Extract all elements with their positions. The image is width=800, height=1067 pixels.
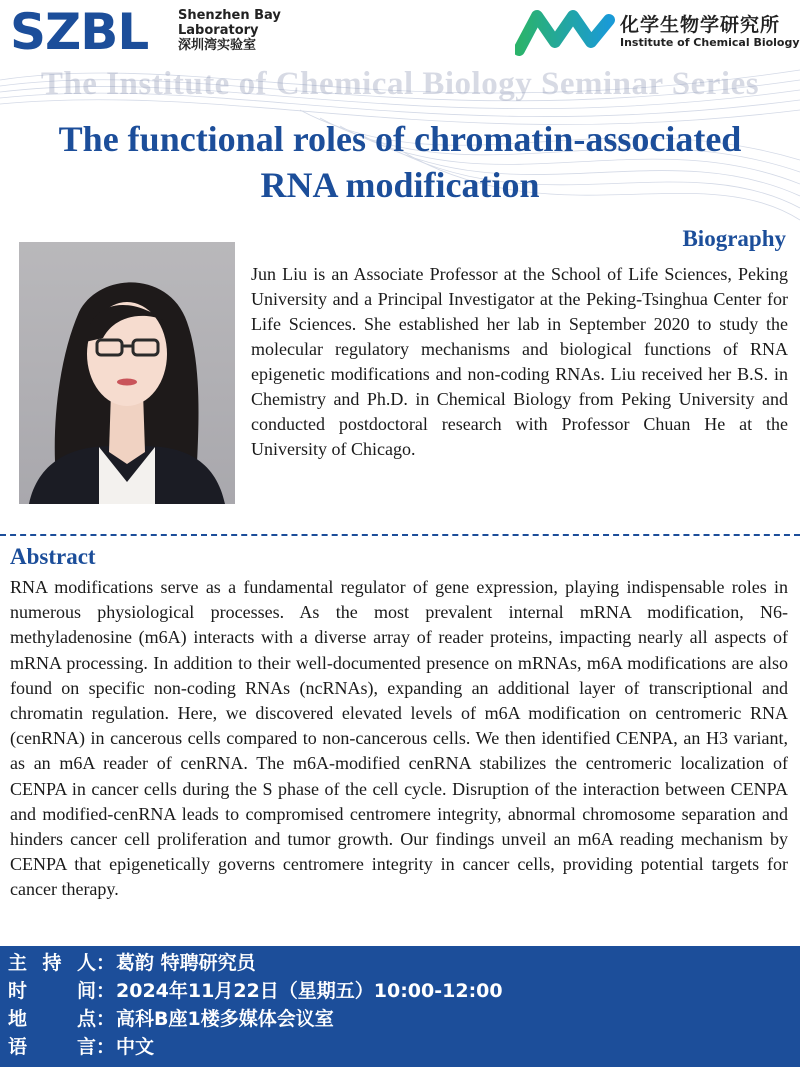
info-value: 葛韵 特聘研究员: [116, 952, 256, 974]
series-watermark: The Institute of Chemical Biology Seminar Series: [40, 66, 760, 102]
talk-title: [0, 116, 800, 208]
institute-logo-icon: [515, 6, 615, 60]
biography-text: Jun Liu is an Associate Professor at the School of Life Sciences, Peking University and a Principal Investigator at the Peking-Tsinghua Center for Life Sciences. She established her lab in September 2020 to study the molecular regulatory mechanisms and biological functions of RNA epigenetic modifications and non-coding RNAs. Liu received her B.S. in Chemistry and Ph.D. in Chemical Biology from Peking University and conducted postdoctoral research with Professor Chuan He at the University of Chicago.: [251, 264, 788, 459]
info-label: 主持人: [8, 952, 96, 974]
info-colon: ：: [96, 1036, 116, 1058]
szbl-name-cn: 深圳湾实验室: [178, 38, 257, 53]
info-value: 2024年11月22日（星期五）10:00-12:00: [116, 980, 503, 1002]
info-colon: ：: [96, 952, 116, 974]
talk-title-line2: RNA modification: [260, 165, 540, 205]
institute-name: [620, 14, 800, 50]
info-row-location: [8, 1005, 334, 1033]
info-row-host: [8, 949, 256, 977]
institute-name-en: Institute of Chemical Biology: [620, 36, 800, 49]
szbl-logo: SZBL: [10, 3, 149, 61]
info-label: 地点: [8, 1008, 96, 1030]
szbl-name-en-line2: Laboratory: [178, 23, 259, 38]
section-divider: [0, 534, 800, 536]
info-row-time: [8, 977, 503, 1005]
info-value: 高科B座1楼多媒体会议室: [116, 1008, 334, 1030]
info-colon: ：: [96, 980, 116, 1002]
szbl-name: [178, 8, 281, 53]
info-label: 时间: [8, 980, 96, 1002]
event-info-footer: [0, 946, 800, 1067]
info-colon: ：: [96, 1008, 116, 1030]
info-row-language: [8, 1033, 154, 1061]
talk-title-line1: The functional roles of chromatin-associated: [58, 119, 742, 159]
speaker-portrait-image: [19, 242, 235, 504]
institute-name-cn: 化学生物学研究所: [620, 14, 781, 36]
abstract-text: RNA modifications serve as a fundamental regulator of gene expression, playing indispensable roles in numerous physiological processes. As the most prevalent internal mRNA modification, N6-methyladenosine (m6A) interacts with a diverse array of reader proteins, impacting nearly all aspects of mRNA processing. In addition to their well-documented presence on mRNAs, m6A modifications are also found on specific non-coding RNAs (ncRNAs), expanding an additional layer of transcriptional and chromatin regulation. Here, we discovered elevated levels of m6A modification on centromeric RNA (cenRNA) in cancerous cells compared to non-cancerous cells. We then identified CENPA, an H3 variant, as an m6A reader of cenRNA. The m6A-modified cenRNA stabilizes the centromeric localization of CENPA in cancer cells during the S phase of the cell cycle. Disruption of the interaction between CENPA and modified-cenRNA leads to compromised centromere integrity, abnormal chromosome separation and hinders cancer cell proliferation and tumor growth. Our findings unveil an m6A reading mechanism by CENPA that epigenetically governs centromere integrity in cancer cells, providing potential targets for cancer therapy.: [10, 577, 788, 900]
speaker-photo: [19, 242, 235, 504]
info-value: 中文: [116, 1036, 155, 1058]
info-label: 语言: [8, 1036, 96, 1058]
szbl-name-en-line1: Shenzhen Bay: [178, 8, 281, 23]
header: [0, 0, 800, 64]
abstract-heading: Abstract: [10, 544, 96, 569]
biography-heading: Biography: [682, 226, 786, 251]
